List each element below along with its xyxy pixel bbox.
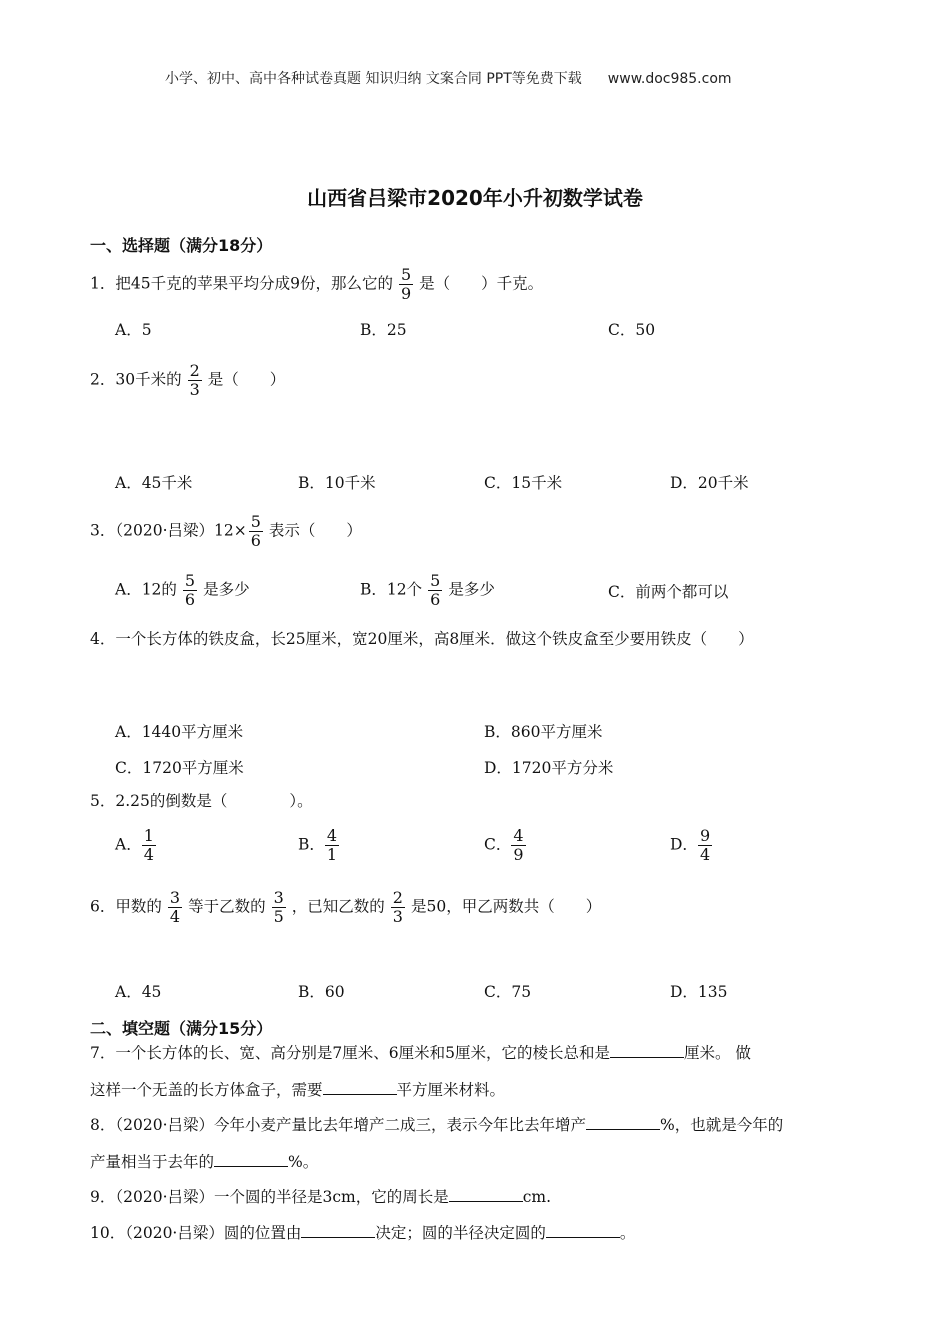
- question-text: 把45千克的苹果平均分成9份，那么它的: [115, 274, 393, 293]
- question-text: 。: [619, 1224, 636, 1242]
- question-text: 表示（ ）: [268, 521, 362, 540]
- option-d[interactable]: D．20千米: [670, 474, 749, 492]
- fraction: [183, 572, 197, 609]
- option-c[interactable]: C．50: [608, 321, 656, 339]
- denominator: 9: [513, 845, 524, 864]
- numerator: 4: [513, 826, 524, 845]
- question-text: 是50，甲乙两数共（ ）: [410, 897, 602, 916]
- answer-blank[interactable]: [214, 1151, 288, 1167]
- option-b[interactable]: B．60: [298, 983, 345, 1001]
- question-text: 决定；圆的半径决定圆的: [375, 1224, 546, 1242]
- option-b[interactable]: B．860平方厘米: [484, 723, 603, 741]
- option-c[interactable]: C．75: [484, 983, 532, 1001]
- fraction: [168, 889, 182, 926]
- question-number: 3．: [90, 521, 116, 540]
- question-text: 厘米。 做: [683, 1044, 751, 1062]
- answer-blank[interactable]: [586, 1114, 660, 1130]
- fraction: [325, 827, 339, 864]
- question-text: 平方厘米材料。: [396, 1081, 506, 1099]
- option-a[interactable]: A．45: [115, 983, 162, 1001]
- section-heading-choice: 一、选择题（满分18分）: [90, 236, 273, 255]
- question-text: 是（ ）: [207, 370, 286, 389]
- numerator: 3: [273, 888, 284, 907]
- denominator: 4: [169, 907, 181, 926]
- option-a[interactable]: A．45千米: [115, 474, 193, 492]
- option-b[interactable]: B．10千米: [298, 474, 376, 492]
- question-text: cm.: [522, 1188, 552, 1206]
- option-d[interactable]: [670, 827, 718, 864]
- question-text: 是（ ）千克。: [419, 274, 544, 293]
- numerator: 5: [250, 512, 261, 531]
- option-d[interactable]: D．135: [670, 983, 728, 1001]
- option-a[interactable]: A．1440平方厘米: [115, 723, 244, 741]
- denominator: 5: [273, 907, 284, 926]
- page-title: 山西省吕梁市2020年小升初数学试卷: [307, 186, 643, 210]
- question-7: [90, 1042, 751, 1063]
- numerator: 5: [430, 571, 441, 590]
- section-heading-fill: 二、填空题（满分15分）: [90, 1019, 273, 1038]
- option-c[interactable]: C．15千米: [484, 474, 563, 492]
- answer-blank[interactable]: [449, 1186, 523, 1202]
- fraction: [511, 827, 525, 864]
- option-text: 是多少: [448, 580, 495, 599]
- answer-blank[interactable]: [323, 1079, 397, 1095]
- question-number: 4．: [90, 630, 116, 648]
- option-label: B．12个: [360, 580, 423, 599]
- option-label: A．: [115, 835, 142, 854]
- question-8: [90, 1114, 783, 1135]
- numerator: 5: [400, 265, 412, 284]
- option-b[interactable]: [298, 827, 345, 864]
- question-3: [90, 513, 362, 550]
- numerator: 2: [392, 888, 403, 907]
- question-9: [90, 1186, 551, 1207]
- denominator: 4: [699, 845, 711, 864]
- question-text: 这样一个无盖的长方体盒子，需要: [90, 1081, 323, 1099]
- answer-blank[interactable]: [610, 1042, 684, 1058]
- denominator: 4: [143, 845, 154, 864]
- numerator: 4: [326, 826, 338, 845]
- fraction: [188, 362, 202, 399]
- question-number: 10．: [90, 1224, 126, 1242]
- question-number: 9．: [90, 1188, 116, 1206]
- denominator: 6: [250, 531, 261, 550]
- denominator: 6: [184, 590, 196, 609]
- option-a[interactable]: [115, 572, 250, 609]
- denominator: 1: [326, 845, 338, 864]
- question-text: %，也就是今年的: [660, 1116, 784, 1134]
- fraction: [391, 889, 405, 926]
- option-c[interactable]: C．1720平方厘米: [115, 759, 244, 777]
- question-text: ，已知乙数的: [291, 897, 385, 916]
- question-5: [90, 791, 313, 811]
- question-10: [90, 1222, 635, 1243]
- question-text: 一个长方体的铁皮盒，长25厘米，宽20厘米，高8厘米．做这个铁皮盒至少要用铁皮（ ）: [115, 630, 754, 648]
- header-url[interactable]: www.doc985.com: [607, 71, 732, 87]
- option-a[interactable]: A．5: [115, 321, 152, 339]
- answer-blank[interactable]: [301, 1222, 375, 1238]
- fraction: [249, 513, 263, 550]
- numerator: 3: [169, 888, 181, 907]
- question-2: [90, 362, 285, 399]
- question-number: 7．: [90, 1044, 116, 1062]
- option-text: 是多少: [203, 580, 250, 599]
- numerator: 1: [143, 826, 154, 845]
- question-text: %。: [288, 1153, 319, 1171]
- question-number: 2．: [90, 370, 116, 389]
- fraction: [698, 827, 712, 864]
- page-header: [165, 68, 732, 88]
- header-text: 小学、初中、高中各种试卷真题 知识归纳 文案合同 PPT等免费下载: [165, 71, 582, 87]
- option-b[interactable]: B．25: [360, 321, 407, 339]
- question-text: 甲数的: [115, 897, 162, 916]
- question-number: 5．: [90, 792, 116, 810]
- fraction: [272, 889, 286, 926]
- option-d[interactable]: D．1720平方分米: [484, 759, 614, 777]
- question-text: 等于乙数的: [188, 897, 266, 916]
- denominator: 3: [189, 380, 200, 399]
- numerator: 2: [189, 361, 200, 380]
- question-number: 6．: [90, 897, 116, 916]
- question-4: [90, 629, 754, 649]
- option-label: C．: [484, 835, 512, 854]
- question-1: [90, 266, 543, 303]
- question-text: 一个长方体的长、宽、高分别是7厘米、6厘米和5厘米，它的棱长总和是: [115, 1044, 610, 1062]
- option-a[interactable]: [115, 827, 162, 864]
- question-text: （2020·吕梁）一个圆的半径是3cm，它的周长是: [115, 1188, 449, 1206]
- denominator: 6: [430, 590, 441, 609]
- numerator: 5: [184, 571, 196, 590]
- question-text: （2020·吕梁）今年小麦产量比去年增产二成三，表示今年比去年增产: [115, 1116, 587, 1134]
- numerator: 9: [699, 826, 711, 845]
- question-number: 1．: [90, 274, 116, 293]
- question-text: 2.25的倒数是（ ）。: [115, 792, 313, 810]
- denominator: 3: [392, 907, 403, 926]
- option-label: D．: [670, 835, 698, 854]
- question-text: 30千米的: [115, 370, 182, 389]
- option-b[interactable]: [360, 572, 495, 609]
- question-text: （2020·吕梁）圆的位置由: [125, 1224, 302, 1242]
- question-7-line-2: [90, 1079, 505, 1100]
- question-text: （2020·吕梁）12×: [115, 521, 247, 540]
- option-c[interactable]: C．前两个都可以: [608, 583, 729, 601]
- question-8-line-2: [90, 1151, 318, 1172]
- fraction: [399, 266, 413, 303]
- option-label: B．: [298, 835, 325, 854]
- fraction: [428, 572, 442, 609]
- denominator: 9: [400, 284, 412, 303]
- question-number: 8．: [90, 1116, 116, 1134]
- fraction: [142, 827, 156, 864]
- answer-blank[interactable]: [546, 1222, 620, 1238]
- question-text: 产量相当于去年的: [90, 1153, 215, 1171]
- question-6: [90, 889, 601, 926]
- option-c[interactable]: [484, 827, 532, 864]
- option-label: A．12的: [115, 580, 177, 599]
